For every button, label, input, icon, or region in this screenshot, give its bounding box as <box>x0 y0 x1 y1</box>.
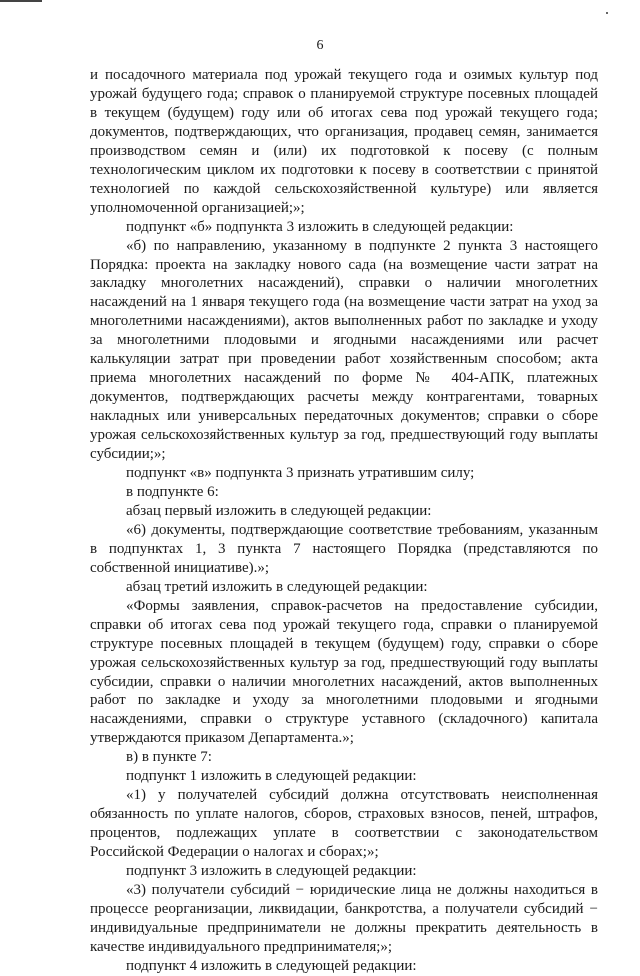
paragraph-third-abzac-heading: абзац третий изложить в следующей редакции: <box>126 578 428 595</box>
paragraph-subpoint-6-heading: в подпункте 6: <box>126 483 219 500</box>
scan-speck <box>606 12 608 14</box>
paragraph-subitem-b-heading: подпункт «б» подпункта 3 изложить в следующей редакции: <box>126 218 514 235</box>
scan-edge-mark <box>0 0 42 2</box>
paragraph-continuation: и посадочного материала под урожай текущего года и озимых культур под урожай будущего года; справок о планируемой структуре посевных площадей в текущем (будущем) году или об итогах сева под урожай текущего года; документов, подтверждающих, что организация, продавец семян, занимается производством семян и (или) их подготовкой к посеву (с полным технологическим циклом их подготовки к посеву в соответствии с принятой технологией по каждой сельскохозяйственной культуре) или является уполномоченной организацией;»; <box>90 67 598 216</box>
paragraph-item-6-text: «6) документы, подтверждающие соответствие требованиям, указанным в подпунктах 1, 3 пункта 7 настоящего Порядка (представляются по собственной инициативе).»; <box>90 521 598 576</box>
paragraph-point-7-heading: в) в пункте 7: <box>126 749 212 766</box>
paragraph-subpoint-1-heading: подпункт 1 изложить в следующей редакции: <box>126 768 417 785</box>
paragraph-subitem-v-repeal: подпункт «в» подпункта 3 признать утратившим силу; <box>126 465 475 482</box>
paragraph-subitem-b-text: «б) по направлению, указанному в подпункте 2 пункта 3 настоящего Порядка: проекта на закладку нового сада (на возмещение части затрат на закладку многолетних насаждений), справки о наличии многолетних насаждений на 1 января текущего года (на возмещение части затрат на уход за многолетними насаждениями), актов выполненных работ по закладке и уходу за многолетними плодовыми и ягодными насаждениями или расчет калькуляции затрат при проведении работ хозяйственным способом; акта приема многолетних насаждений по форме № 404-АПК, платежных документов, подтверждающих расчеты между контрагентами, товарных накладных или универсальных передаточных документов; справки о сборе урожая сельскохозяйственных культур за год, предшествующий году выплаты субсидии;»; <box>90 237 598 463</box>
paragraph-subpoint-3-heading: подпункт 3 изложить в следующей редакции: <box>126 863 417 880</box>
paragraph-subpoint-4-heading: подпункт 4 изложить в следующей редакции: <box>126 957 417 974</box>
paragraph-subpoint-3-text: «3) получатели субсидий − юридические лица не должны находиться в процессе реорганизации, ликвидации, банкротства, а получатели субсидий − индивидуальные предприниматели не должны прекратить деятельность в качестве индивидуального предпринимателя;»; <box>90 881 598 955</box>
paragraph-forms-text: «Формы заявления, справок-расчетов на предоставление субсидии, справки об итогах сева под урожай текущего года, справки о планируемой структуре посевных площадей в текущем (будущем) году, справки о сборе урожая сельскохозяйственных культур за год, предшествующий году выплаты субсидии, справки о наличии многолетних насаждений, актов выполненных работ по закладке и уходу за многолетними плодовыми и ягодными насаждениями, справки о структуре уставного (складочного) капитала утверждаются приказом Департамента.»; <box>90 597 598 747</box>
page-number: 6 <box>316 38 324 53</box>
paragraph-first-abzac-heading: абзац первый изложить в следующей редакции: <box>126 502 432 519</box>
document-body <box>90 66 598 976</box>
paragraph-subpoint-1-text: «1) у получателей субсидий должна отсутствовать неисполненная обязанность по уплате налогов, сборов, страховых взносов, пеней, штрафов, процентов, подлежащих уплате в соответствии с законодательством Российской Федерации о налогах и сборах;»; <box>90 787 598 861</box>
